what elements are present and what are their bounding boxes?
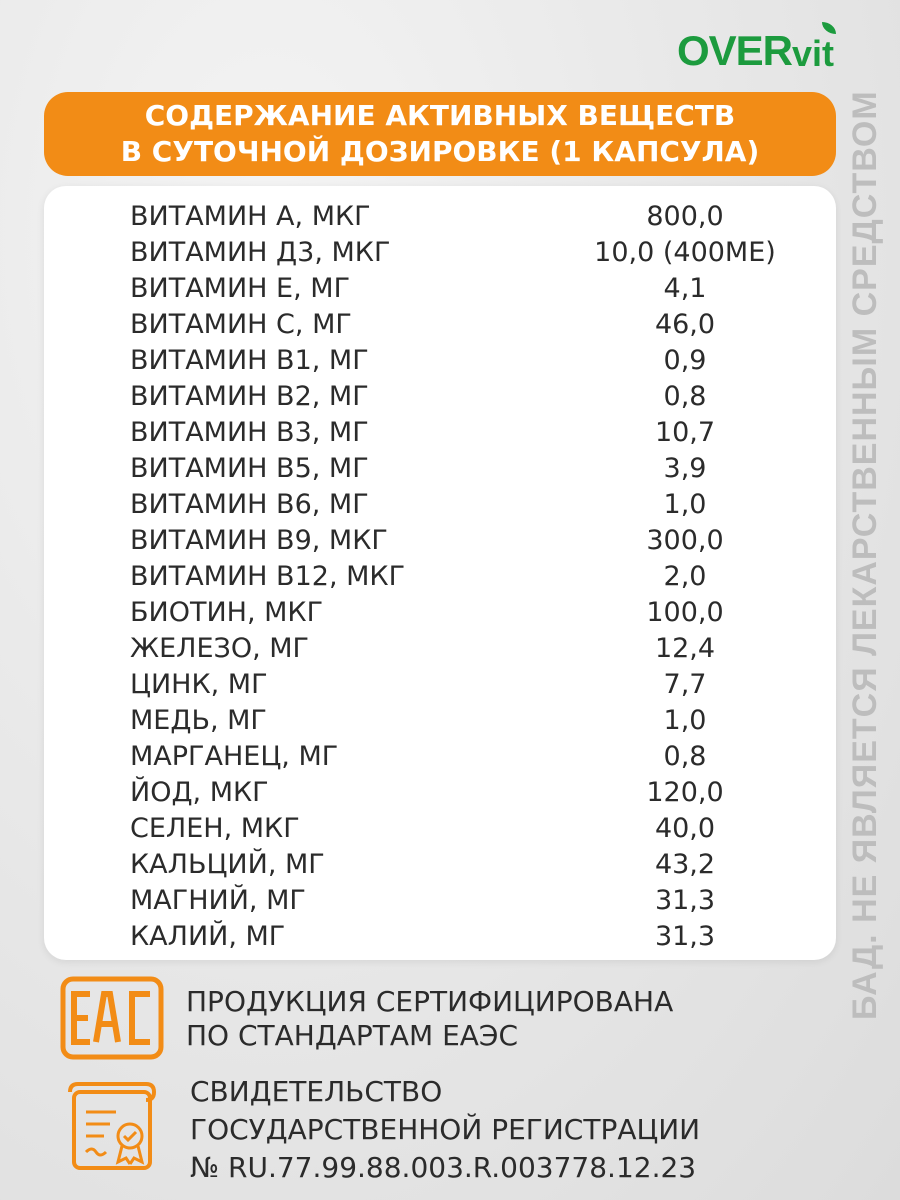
logo-sub-label: vit <box>791 33 834 74</box>
nutrient-row <box>130 846 810 882</box>
nutrient-row <box>130 594 810 630</box>
nutrient-row <box>130 522 810 558</box>
logo-main-text: OVER <box>676 27 792 74</box>
nutrient-name: ВИТАМИН В3, МГ <box>130 416 369 448</box>
nutrient-name: ВИТАМИН В5, МГ <box>130 452 369 484</box>
nutrient-row <box>130 414 810 450</box>
nutrient-name: ВИТАМИН В9, МКГ <box>130 524 388 556</box>
nutrient-value: 2,0 <box>663 560 707 592</box>
nutrient-row <box>130 450 810 486</box>
nutrient-value: 800,0 <box>646 200 724 232</box>
nutrient-value: 3,9 <box>663 452 707 484</box>
nutrient-name: ВИТАМИН В1, МГ <box>130 344 369 376</box>
certificate-icon <box>64 1078 160 1174</box>
nutrient-row <box>130 306 810 342</box>
nutrient-value: 0,8 <box>663 380 707 412</box>
nutrient-name: ВИТАМИН В2, МГ <box>130 380 369 412</box>
nutrient-value: 1,0 <box>663 488 707 520</box>
registration-line-2: ГОСУДАРСТВЕННОЙ РЕГИСТРАЦИИ <box>190 1113 701 1146</box>
nutrient-name: ВИТАМИН А, МКГ <box>130 200 371 232</box>
nutrient-name: КАЛЬЦИЙ, МГ <box>130 848 325 880</box>
certification-text <box>186 985 673 1053</box>
nutrient-value: 31,3 <box>654 920 716 952</box>
nutrient-value: 40,0 <box>654 812 716 844</box>
eac-icon <box>60 976 164 1060</box>
section-header <box>44 92 836 176</box>
nutrient-value: 10,0 (400МЕ) <box>594 236 776 268</box>
nutrient-row <box>130 342 810 378</box>
nutrient-row <box>130 702 810 738</box>
nutrient-value: 300,0 <box>646 524 724 556</box>
nutrient-name: БИОТИН, МКГ <box>130 596 324 628</box>
nutrient-row <box>130 918 810 954</box>
certification-line-2: ПО СТАНДАРТАМ ЕАЭС <box>186 1019 519 1052</box>
nutrient-name: ВИТАМИН Д3, МКГ <box>130 236 391 268</box>
nutrient-name: МАГНИЙ, МГ <box>130 884 306 916</box>
nutrient-name: ВИТАМИН С, МГ <box>130 308 352 340</box>
nutrient-value: 1,0 <box>663 704 707 736</box>
nutrient-row <box>130 666 810 702</box>
nutrient-value: 46,0 <box>654 308 716 340</box>
nutrient-row <box>130 558 810 594</box>
nutrient-name: КАЛИЙ, МГ <box>130 920 286 952</box>
nutrient-name: МАРГАНЕЦ, МГ <box>130 740 339 772</box>
nutrient-row <box>130 486 810 522</box>
brand-logo <box>677 22 834 72</box>
nutrient-row <box>130 270 810 306</box>
nutrient-name: ВИТАМИН В12, МКГ <box>130 560 406 592</box>
nutrient-row <box>130 234 810 270</box>
nutrient-row <box>130 882 810 918</box>
nutrient-row <box>130 774 810 810</box>
nutrient-row <box>130 198 810 234</box>
nutrient-value: 31,3 <box>654 884 716 916</box>
nutrient-table <box>44 186 836 960</box>
nutrient-value: 10,7 <box>654 416 716 448</box>
disclaimer-vertical: БАД. НЕ ЯВЛЯЕТСЯ ЛЕКАРСТВЕННЫМ СРЕДСТВОМ <box>846 90 884 1020</box>
nutrient-value: 0,8 <box>663 740 707 772</box>
header-line-2: В СУТОЧНОЙ ДОЗИРОВКЕ (1 КАПСУЛА) <box>120 135 760 168</box>
nutrient-rows <box>130 198 810 954</box>
nutrient-value: 43,2 <box>654 848 716 880</box>
registration-number: № RU.77.99.88.003.R.003778.12.23 <box>190 1151 697 1184</box>
nutrient-value: 0,9 <box>663 344 707 376</box>
nutrient-name: ЦИНК, МГ <box>130 668 268 700</box>
certification-line-1: ПРОДУКЦИЯ СЕРТИФИЦИРОВАНА <box>186 985 674 1018</box>
nutrient-row <box>130 810 810 846</box>
nutrient-name: ЖЕЛЕЗО, МГ <box>130 632 309 664</box>
nutrient-row <box>130 378 810 414</box>
registration-line-1: СВИДЕТЕЛЬСТВО <box>190 1075 443 1108</box>
nutrient-value: 4,1 <box>663 272 707 304</box>
registration-text <box>190 1073 700 1187</box>
nutrient-name: МЕДЬ, МГ <box>130 704 267 736</box>
header-line-1: СОДЕРЖАНИЕ АКТИВНЫХ ВЕЩЕСТВ <box>144 99 736 132</box>
nutrient-value: 7,7 <box>663 668 707 700</box>
nutrient-row <box>130 738 810 774</box>
nutrient-name: ВИТАМИН Е, МГ <box>130 272 351 304</box>
nutrient-name: СЕЛЕН, МКГ <box>130 812 300 844</box>
nutrient-name: ВИТАМИН В6, МГ <box>130 488 369 520</box>
nutrient-value: 120,0 <box>646 776 724 808</box>
nutrient-value: 12,4 <box>654 632 716 664</box>
nutrient-row <box>130 630 810 666</box>
logo-sub-text <box>791 33 834 74</box>
nutrient-value: 100,0 <box>646 596 724 628</box>
nutrient-name: ЙОД, МКГ <box>130 776 269 808</box>
